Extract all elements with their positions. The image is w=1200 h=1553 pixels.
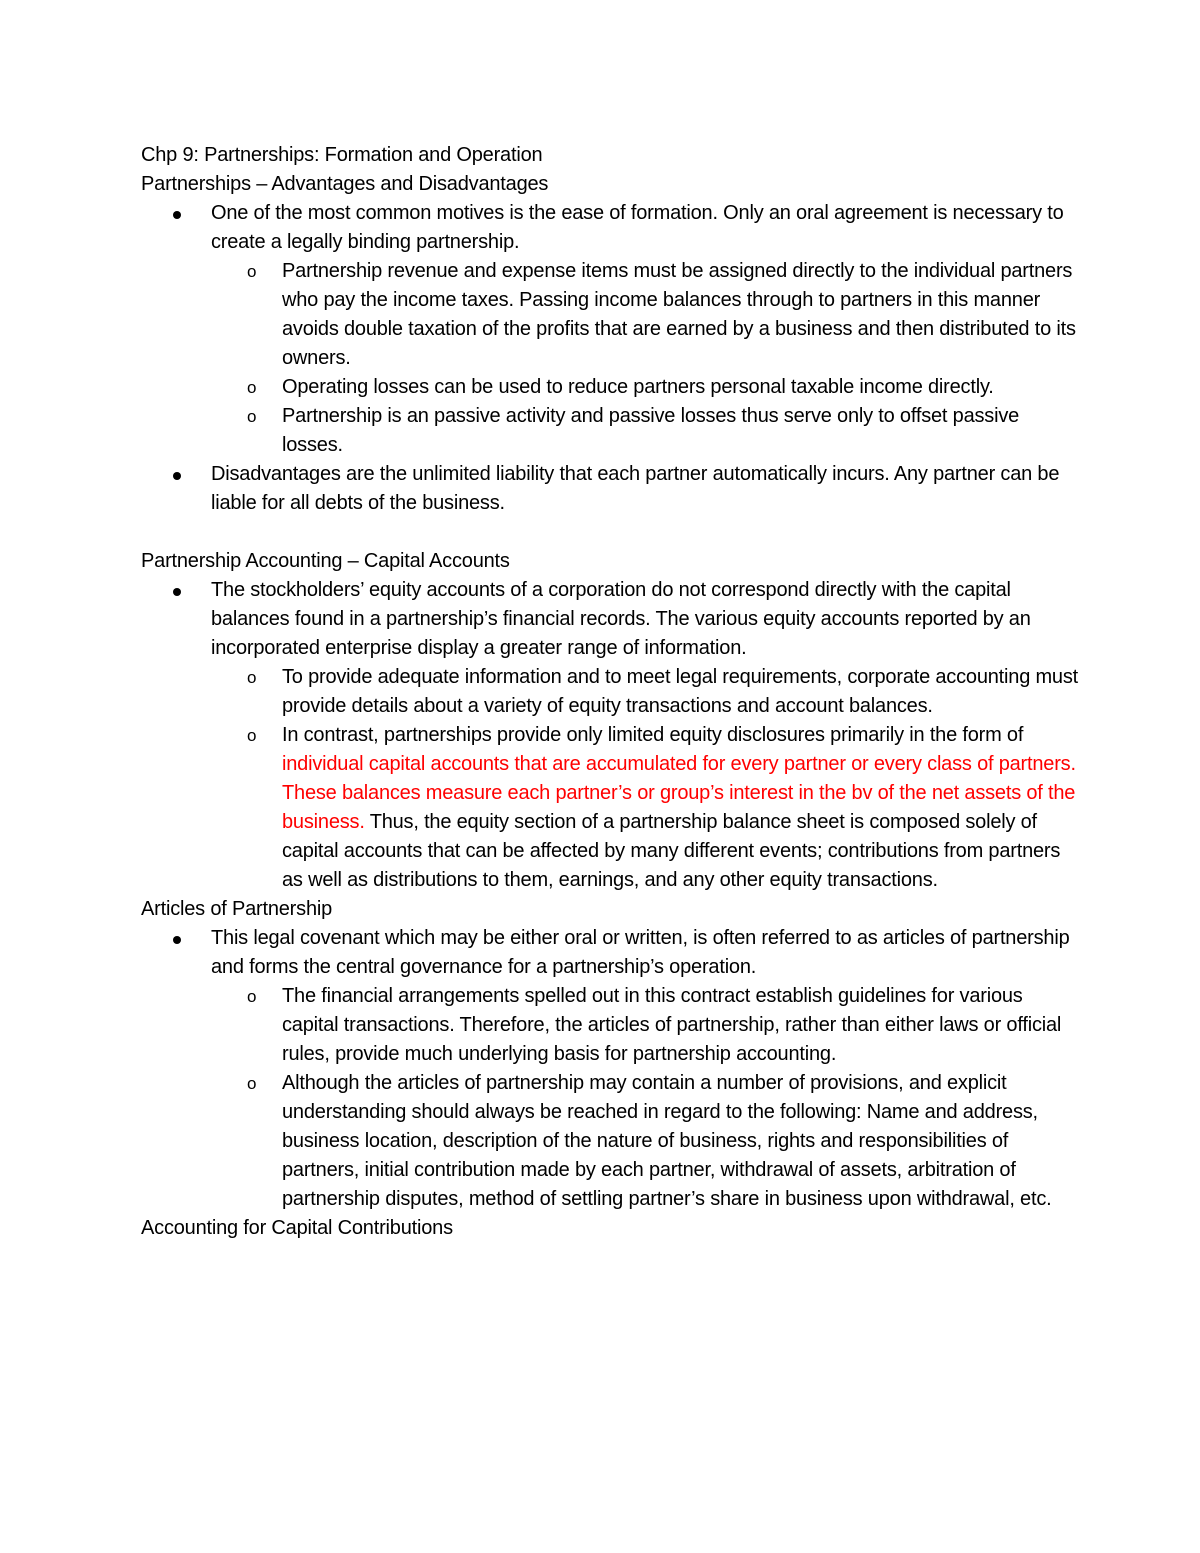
sub-bullet-text: Partnership is an passive activity and passive losses thus serve only to offset passive losses.: [282, 405, 1020, 456]
bullet-dot-icon: [173, 936, 181, 944]
bullet-item: [141, 199, 1081, 257]
text-run: In contrast, partnerships provide only limited equity disclosures primarily in the form of: [282, 724, 1024, 746]
sub-bullet-text: Although the articles of partnership may contain a number of provisions, and explicit understanding should always be reached in regard to the following: Name and address, business location, description of the nature of business, rights and responsibilities of partners, initial contribution made by each partner, withdrawal of assets, arbitration of partnership disputes, method of settling partner’s share in business upon withdrawal, etc.: [282, 1072, 1052, 1210]
bullet-text: One of the most common motives is the ease of formation. Only an oral agreement is necessary to create a legally binding partnership.: [211, 202, 1064, 253]
highlighted-text: individual capital accounts that are accumulated for every partner or every class of partners. These balances measure each partner’s or group’s interest in the bv of the net assets of the business.: [282, 753, 1076, 833]
circle-bullet-icon: o: [247, 1074, 257, 1093]
document-page: [141, 141, 1081, 1243]
bullet-dot-icon: [173, 211, 181, 219]
circle-bullet-icon: o: [247, 726, 257, 745]
bullet-item: [141, 924, 1081, 982]
section-heading-articles: Articles of Partnership: [141, 898, 333, 920]
bullet-text: Disadvantages are the unlimited liability that each partner automatically incurs. Any partner can be liable for all debts of the business.: [211, 463, 1060, 514]
circle-bullet-icon: o: [247, 987, 257, 1006]
document-title: Chp 9: Partnerships: Formation and Operation: [141, 144, 543, 166]
blank-line: [141, 518, 1081, 547]
bullet-item: [141, 576, 1081, 663]
bullet-text: This legal covenant which may be either oral or written, is often referred to as articles of partnership and forms the central governance for a partnership’s operation.: [211, 927, 1070, 978]
sub-bullet-item: [141, 402, 1081, 460]
section-heading-contributions: Accounting for Capital Contributions: [141, 1217, 453, 1239]
bullet-item: [141, 460, 1081, 518]
bullet-dot-icon: [173, 472, 181, 480]
circle-bullet-icon: o: [247, 262, 257, 281]
section-heading-capital-accounts: Partnership Accounting – Capital Accounts: [141, 550, 510, 572]
circle-bullet-icon: o: [247, 407, 257, 426]
sub-bullet-text: To provide adequate information and to meet legal requirements, corporate accounting must provide details about a variety of equity transactions and account balances.: [282, 666, 1079, 717]
sub-bullet-item: [141, 257, 1081, 373]
sub-bullet-item: [141, 982, 1081, 1069]
sub-bullet-text: Partnership revenue and expense items must be assigned directly to the individual partners who pay the income taxes. Passing income balances through to partners in this manner avoids double taxation of the profits that are earned by a business and then distributed to its owners.: [282, 260, 1076, 369]
section-heading-advantages: Partnerships – Advantages and Disadvantages: [141, 173, 549, 195]
sub-bullet-item: [141, 1069, 1081, 1214]
bullet-dot-icon: [173, 588, 181, 596]
sub-bullet-item: [141, 721, 1081, 895]
sub-bullet-item: [141, 373, 1081, 402]
text-run: Thus, the equity section of a partnership balance sheet is composed solely of capital accounts that can be affected by many different events; contributions from partners as well as distributions to them, earnings, and any other equity transactions.: [282, 811, 1061, 891]
circle-bullet-icon: o: [247, 668, 257, 687]
sub-bullet-text: [282, 724, 1076, 891]
bullet-text: The stockholders’ equity accounts of a corporation do not correspond directly with the capital balances found in a partnership’s financial records. The various equity accounts reported by an incorporated enterprise display a greater range of information.: [211, 579, 1031, 659]
circle-bullet-icon: o: [247, 378, 257, 397]
sub-bullet-item: [141, 663, 1081, 721]
sub-bullet-text: The financial arrangements spelled out in this contract establish guidelines for various capital transactions. Therefore, the articles of partnership, rather than either laws or official rules, provide much underlying basis for partnership accounting.: [282, 985, 1062, 1065]
sub-bullet-text: Operating losses can be used to reduce partners personal taxable income directly.: [282, 376, 994, 398]
